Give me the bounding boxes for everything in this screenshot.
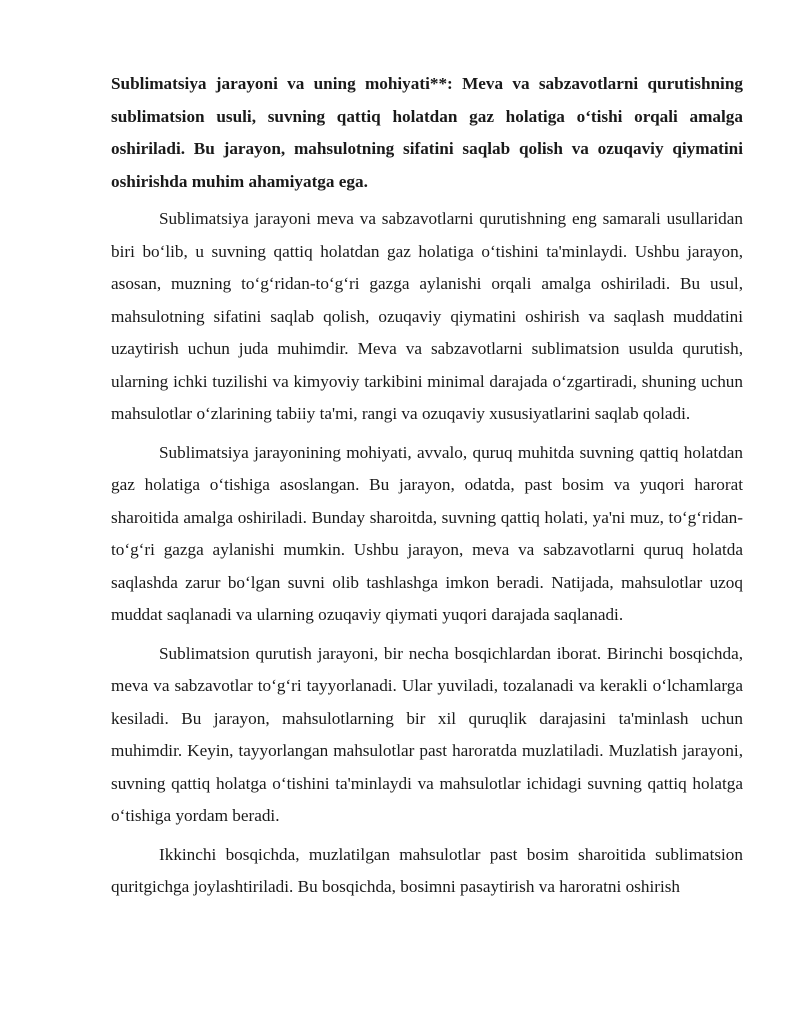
document-heading: Sublimatsiya jarayoni va uning mohiyati**: Meva va sabzavotlarni qurutishning sublimatsion usuli, suvning qattiq holatdan gaz holatiga o‘tishi orqali amalga oshiriladi. Bu jarayon, mahsulotning sifatini saqlab qolish va ozuqaviy qiymatini oshirishda muhim ahamiyatga ega.	[111, 74, 743, 191]
paragraph-1: Sublimatsiya jarayoni meva va sabzavotlarni qurutishning eng samarali usullaridan biri bo‘lib, u suvning qattiq holatdan gaz holatiga o‘tishini ta'minlaydi. Ushbu jarayon, asosan, muzning to‘g‘ridan-to‘g‘ri gazga aylanishi orqali amalga oshiriladi. Bu usul, mahsulotning sifatini saqlab qolish, ozuqaviy qiymatini oshirish va saqlash muddatini uzaytirish uchun juda muhimdir. Meva va sabzavotlarni sublimatsion usulda qurutish, ularning ichki tuzilishi va kimyoviy tarkibini minimal darajada o‘zgartiradi, shuning uchun mahsulotlar o‘zlarining tabiiy ta'mi, rangi va ozuqaviy xususiyatlarini saqlab qoladi.	[111, 209, 743, 423]
paragraph-3: Sublimatsion qurutish jarayoni, bir necha bosqichlardan iborat. Birinchi bosqichda, meva va sabzavotlar to‘g‘ri tayyorlanadi. Ular yuviladi, tozalanadi va kerakli o‘lchamlarga kesiladi. Bu jarayon, mahsulotlarning bir xil quruqlik darajasini ta'minlash uchun muhimdir. Keyin, tayyorlangan mahsulotlar past haroratda muzlatiladi. Muzlatish jarayoni, suvning qattiq holatga o‘tishini ta'minlaydi va mahsulotlar ichidagi suvning qattiq holatga o‘tishiga yordam beradi.	[111, 643, 743, 825]
paragraph-2: Sublimatsiya jarayonining mohiyati, avvalo, quruq muhitda suvning qattiq holatdan gaz holatiga o‘tishiga asoslangan. Bu jarayon, odatda, past bosim va yuqori harorat sharoitida amalga oshiriladi. Bunday sharoitda, suvning qattiq holati, ya'ni muz, to‘g‘ridan-to‘g‘ri gazga aylanishi mumkin. Ushbu jarayon, meva va sabzavotlarni quruq holatda saqlashda zarur bo‘lgan suvni olib tashlashga imkon beradi. Natijada, mahsulotlar uzoq muddat saqlanadi va ularning ozuqaviy qiymati yuqori darajada saqlanadi.	[111, 442, 743, 624]
paragraph-4: Ikkinchi bosqichda, muzlatilgan mahsulotlar past bosim sharoitida sublimatsion quritgichga joylashtiriladi. Bu bosqichda, bosimni pasaytirish va haroratni oshirish	[111, 844, 743, 896]
document-page	[111, 68, 743, 910]
